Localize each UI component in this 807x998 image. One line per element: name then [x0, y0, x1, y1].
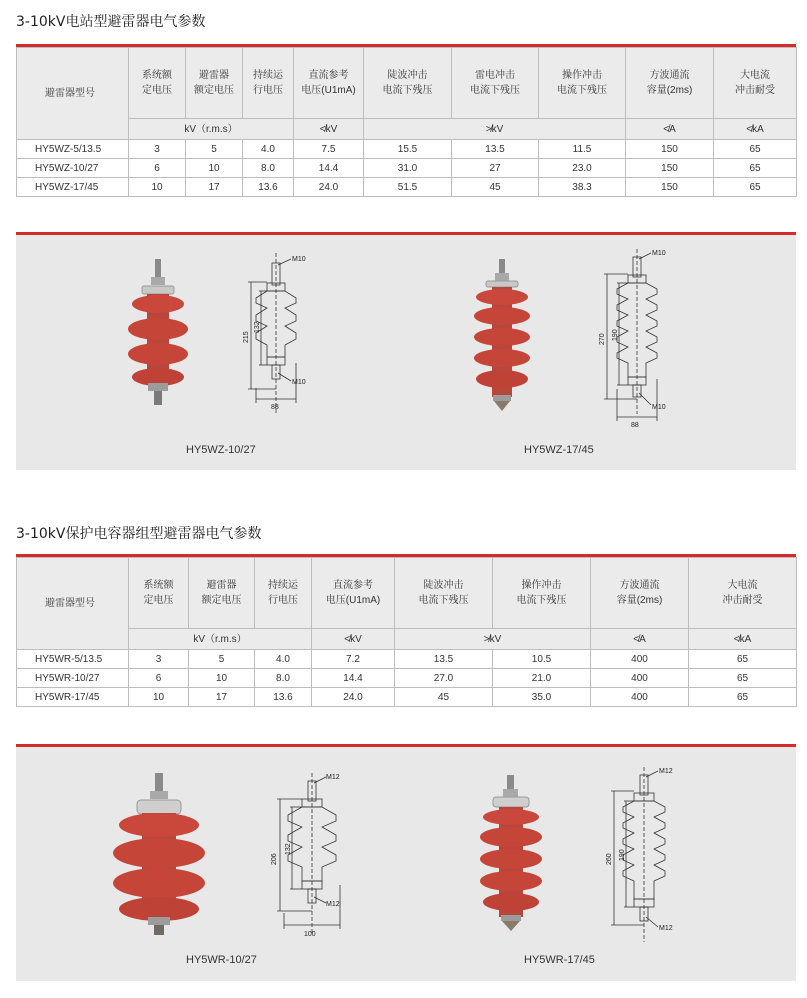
height-total-label: 206 [271, 853, 278, 865]
table-unit-row [17, 629, 797, 650]
thread-bottom-label: M12 [326, 901, 340, 908]
dimension-drawing-hy5wz-10-27 [221, 253, 331, 418]
value-cell: 5 [186, 140, 243, 159]
value-cell: 24.0 [294, 178, 364, 197]
height-total-label: 270 [599, 333, 606, 345]
value-cell: 6 [129, 159, 186, 178]
value-cell: 13.5 [452, 140, 539, 159]
figure-caption: HY5WZ-17/45 [524, 444, 594, 456]
arrester-photo-hy5wz-17-45 [468, 259, 538, 419]
section2-title: 3-10kV保护电容器组型避雷器电气参数 [16, 526, 262, 542]
value-cell: 14.4 [312, 669, 395, 688]
value-cell: 17 [189, 688, 255, 707]
figure-caption: HY5WR-17/45 [524, 954, 595, 966]
value-cell: 45 [452, 178, 539, 197]
header-cell: 直流参考 电压(U1mA) [294, 48, 364, 119]
thread-bottom-label: M12 [659, 925, 673, 932]
height-body-label: 132 [254, 321, 261, 333]
dimension-drawing-hy5wz-17-45 [579, 249, 689, 429]
unit-cell: ≮kV [312, 629, 395, 650]
value-cell: 5 [189, 650, 255, 669]
header-cell: 方波通流 容量(2ms) [591, 558, 689, 629]
value-cell: 10 [189, 669, 255, 688]
table-row [17, 688, 797, 707]
width-label: 88 [271, 404, 279, 411]
value-cell: 8.0 [255, 669, 312, 688]
table-header-row [17, 48, 797, 119]
header-cell: 避雷器型号 [17, 558, 129, 650]
thread-bottom-label: M10 [292, 379, 306, 386]
unit-cell: ≮A [591, 629, 689, 650]
value-cell: 7.5 [294, 140, 364, 159]
table-row [17, 159, 797, 178]
figure-caption: HY5WZ-10/27 [186, 444, 256, 456]
dimension-drawing-hy5wr-17-45 [584, 767, 694, 952]
table-row [17, 650, 797, 669]
header-cell: 陡波冲击 电流下残压 [395, 558, 493, 629]
value-cell: 38.3 [539, 178, 626, 197]
value-cell: 35.0 [493, 688, 591, 707]
height-total-label: 215 [243, 331, 250, 343]
value-cell: 13.5 [395, 650, 493, 669]
value-cell: 15.5 [364, 140, 452, 159]
value-cell: 13.6 [243, 178, 294, 197]
value-cell: 65 [714, 140, 797, 159]
value-cell: 27 [452, 159, 539, 178]
value-cell: 65 [689, 650, 797, 669]
value-cell: 3 [129, 650, 189, 669]
value-cell: 65 [689, 669, 797, 688]
unit-cell: ≮kV [294, 119, 364, 140]
value-cell: 14.4 [294, 159, 364, 178]
value-cell: 21.0 [493, 669, 591, 688]
height-body-label: 132 [285, 843, 292, 855]
header-cell: 操作冲击 电流下残压 [493, 558, 591, 629]
unit-cell: ≮kA [714, 119, 797, 140]
arrester-photo-hy5wr-17-45 [471, 775, 551, 940]
unit-cell: ≮A [626, 119, 714, 140]
value-cell: 23.0 [539, 159, 626, 178]
value-cell: 10 [129, 688, 189, 707]
table-header-row [17, 558, 797, 629]
arrester-photo-hy5wr-10-27 [104, 773, 214, 938]
header-cell: 陡波冲击 电流下残压 [364, 48, 452, 119]
value-cell: 3 [129, 140, 186, 159]
value-cell: 65 [714, 178, 797, 197]
value-cell: 17 [186, 178, 243, 197]
value-cell: 10 [186, 159, 243, 178]
header-cell: 避雷器 额定电压 [189, 558, 255, 629]
table-row [17, 140, 797, 159]
value-cell: 65 [689, 688, 797, 707]
unit-cell: ≯kV [364, 119, 626, 140]
value-cell: 31.0 [364, 159, 452, 178]
width-label: 88 [631, 422, 639, 429]
header-cell: 持续运 行电压 [255, 558, 312, 629]
value-cell: 65 [714, 159, 797, 178]
unit-cell: ≮kA [689, 629, 797, 650]
thread-top-label: M10 [292, 256, 306, 263]
section1-title: 3-10kV电站型避雷器电气参数 [16, 14, 206, 30]
header-cell: 大电流 冲击耐受 [689, 558, 797, 629]
value-cell: 150 [626, 140, 714, 159]
header-cell: 直流参考 电压(U1mA) [312, 558, 395, 629]
value-cell: 10 [129, 178, 186, 197]
value-cell: 400 [591, 669, 689, 688]
value-cell: 400 [591, 650, 689, 669]
value-cell: 51.5 [364, 178, 452, 197]
model-cell: HY5WZ-17/45 [17, 178, 129, 197]
thread-top-label: M12 [326, 774, 340, 781]
model-cell: HY5WR-10/27 [17, 669, 129, 688]
model-cell: HY5WR-5/13.5 [17, 650, 129, 669]
header-cell: 大电流 冲击耐受 [714, 48, 797, 119]
header-cell: 避雷器 额定电压 [186, 48, 243, 119]
header-cell: 持续运 行电压 [243, 48, 294, 119]
thread-top-label: M10 [652, 250, 666, 257]
model-cell: HY5WZ-5/13.5 [17, 140, 129, 159]
table-unit-row [17, 119, 797, 140]
header-cell: 方波通流 容量(2ms) [626, 48, 714, 119]
dimension-drawing-hy5wr-10-27 [244, 773, 354, 943]
thread-bottom-label: M10 [652, 404, 666, 411]
thread-top-label: M12 [659, 768, 673, 775]
table-row [17, 669, 797, 688]
header-cell: 雷电冲击 电流下残压 [452, 48, 539, 119]
model-cell: HY5WZ-10/27 [17, 159, 129, 178]
section1-figure-panel [16, 235, 796, 470]
value-cell: 24.0 [312, 688, 395, 707]
value-cell: 13.6 [255, 688, 312, 707]
value-cell: 4.0 [255, 650, 312, 669]
section2-figure-panel [16, 747, 796, 981]
arrester-photo-hy5wz-10-27 [124, 259, 194, 409]
header-cell: 避雷器型号 [17, 48, 129, 140]
value-cell: 150 [626, 178, 714, 197]
value-cell: 4.0 [243, 140, 294, 159]
table-row [17, 178, 797, 197]
value-cell: 7.2 [312, 650, 395, 669]
value-cell: 8.0 [243, 159, 294, 178]
height-body-label: 190 [612, 329, 619, 341]
height-total-label: 260 [606, 853, 613, 865]
value-cell: 6 [129, 669, 189, 688]
unit-cell: kV（r.m.s） [129, 119, 294, 140]
header-cell: 系统额 定电压 [129, 48, 186, 119]
width-label: 100 [304, 931, 316, 938]
value-cell: 150 [626, 159, 714, 178]
figure-caption: HY5WR-10/27 [186, 954, 257, 966]
value-cell: 27.0 [395, 669, 493, 688]
unit-cell: kV（r.m.s） [129, 629, 312, 650]
header-cell: 系统额 定电压 [129, 558, 189, 629]
unit-cell: ≯kV [395, 629, 591, 650]
height-body-label: 190 [619, 849, 626, 861]
value-cell: 11.5 [539, 140, 626, 159]
section1-spec-table [16, 47, 797, 197]
value-cell: 400 [591, 688, 689, 707]
value-cell: 10.5 [493, 650, 591, 669]
value-cell: 45 [395, 688, 493, 707]
section2-spec-table [16, 557, 797, 707]
header-cell: 操作冲击 电流下残压 [539, 48, 626, 119]
model-cell: HY5WR-17/45 [17, 688, 129, 707]
